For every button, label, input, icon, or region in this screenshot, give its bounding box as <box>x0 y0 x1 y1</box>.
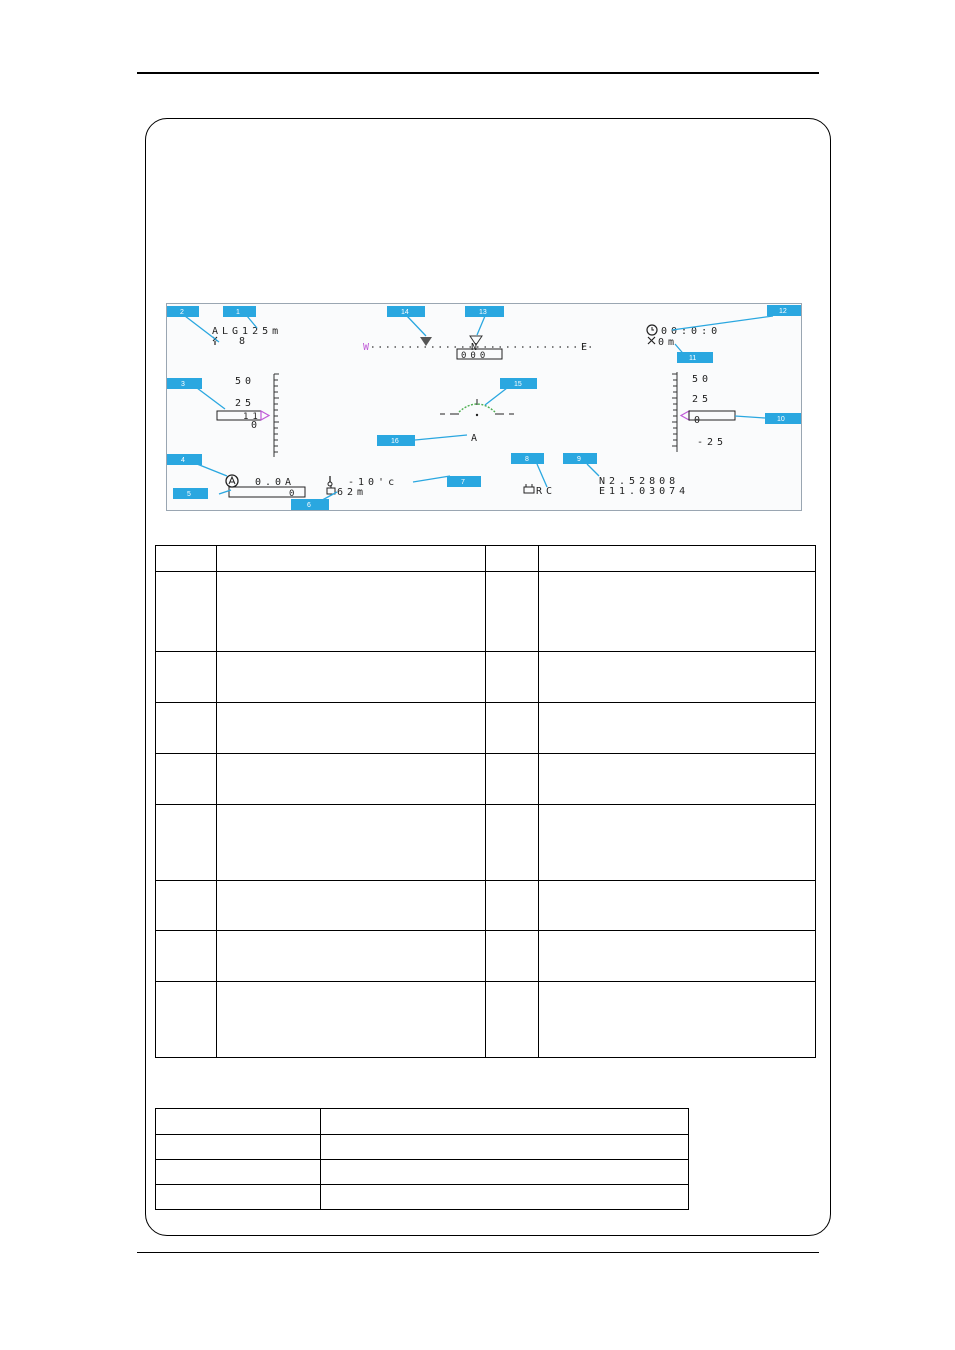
callout-9 <box>563 453 597 464</box>
svg-text:11: 11 <box>689 355 697 362</box>
vspeed-ladder <box>672 372 677 452</box>
current-readout: 0.0A <box>255 477 296 488</box>
altitude-pointer-icon <box>681 411 689 420</box>
svg-text:4: 4 <box>181 457 185 464</box>
callout-2 <box>167 306 199 317</box>
table-row <box>156 1185 689 1210</box>
battery-value: 0 <box>289 489 299 499</box>
compass-east: E <box>581 342 592 353</box>
callout-6 <box>291 499 329 510</box>
table-row <box>156 881 816 931</box>
table-row <box>156 1135 689 1160</box>
svg-text:2: 2 <box>180 309 184 316</box>
table-row <box>156 1109 689 1135</box>
table-row <box>156 652 816 703</box>
callout-11 <box>677 352 713 363</box>
callout-3 <box>167 378 202 389</box>
remote-control-icon <box>524 484 534 493</box>
osd-screenshot <box>166 303 802 511</box>
vspeed-tick-25: 25 <box>692 394 713 405</box>
table-row <box>156 805 816 881</box>
table-row <box>156 754 816 805</box>
svg-text:12: 12 <box>779 308 787 315</box>
callout-13 <box>465 306 504 317</box>
callout-14 <box>387 306 425 317</box>
svg-text:16: 16 <box>391 438 399 445</box>
header-rule <box>137 72 819 74</box>
svg-text:6: 6 <box>307 502 311 509</box>
callout-8 <box>511 453 544 464</box>
callout-5 <box>173 488 208 499</box>
pitch-tick-25: 25 <box>235 398 256 409</box>
compass-west: W <box>363 342 374 353</box>
flight-mode: RC <box>536 486 557 497</box>
temperature-readout: -10'c <box>348 477 399 488</box>
callout-4 <box>167 454 202 465</box>
svg-text:13: 13 <box>479 309 487 316</box>
callout-1 <box>223 306 256 317</box>
table-row <box>156 703 816 754</box>
vspeed-tick-neg25: -25 <box>697 437 728 448</box>
compass-north: N <box>471 342 482 353</box>
vspeed-tick-0: 0 <box>694 415 705 426</box>
longitude-readout: E11.03074 <box>599 486 690 497</box>
pitch-tick-50: 50 <box>235 376 256 387</box>
spec-table <box>155 1108 689 1210</box>
home-distance: 0m <box>658 337 679 348</box>
heading-value: 000 <box>461 351 490 361</box>
table-row <box>156 982 816 1058</box>
barometer-icon <box>327 485 335 494</box>
callout-16 <box>377 435 415 446</box>
svg-text:9: 9 <box>577 456 581 463</box>
footer-rule <box>137 1252 819 1253</box>
altitude-readout: ALG125m <box>212 326 283 337</box>
timer-icon <box>647 325 657 335</box>
legend-table <box>155 545 816 1058</box>
table-row <box>156 931 816 982</box>
table-row <box>156 1160 689 1185</box>
latitude-readout: N2.52808 <box>599 476 680 487</box>
table-row <box>156 546 816 572</box>
home-distance-icon <box>648 337 655 344</box>
horizon-indicator <box>440 399 514 416</box>
svg-text:8: 8 <box>525 456 529 463</box>
speed-value: 11 <box>243 412 262 422</box>
table-row <box>156 572 816 652</box>
vspeed-tick-50: 50 <box>692 374 713 385</box>
svg-text:3: 3 <box>181 381 185 388</box>
callout-15 <box>500 378 537 389</box>
baro-altitude: 62m <box>337 487 368 498</box>
pitch-ladder <box>274 374 279 457</box>
callout-10 <box>765 413 801 424</box>
osd-display <box>167 304 802 511</box>
current-icon <box>226 475 238 487</box>
svg-text:14: 14 <box>401 309 409 316</box>
svg-text:5: 5 <box>187 491 191 498</box>
center-marker: A <box>471 433 482 444</box>
callout-12 <box>767 305 802 316</box>
svg-text:1: 1 <box>236 309 240 316</box>
home-direction-icon <box>420 337 432 346</box>
svg-text:10: 10 <box>777 416 785 423</box>
flight-timer: 00:0:0 <box>661 326 722 337</box>
callout-7 <box>447 476 481 487</box>
pitch-tick-0: 0 <box>251 420 262 431</box>
speed-pointer-icon <box>261 411 269 420</box>
satellite-count: 8 <box>239 336 250 347</box>
svg-text:7: 7 <box>461 479 465 486</box>
thermometer-icon <box>328 476 332 486</box>
svg-text:15: 15 <box>514 381 522 388</box>
